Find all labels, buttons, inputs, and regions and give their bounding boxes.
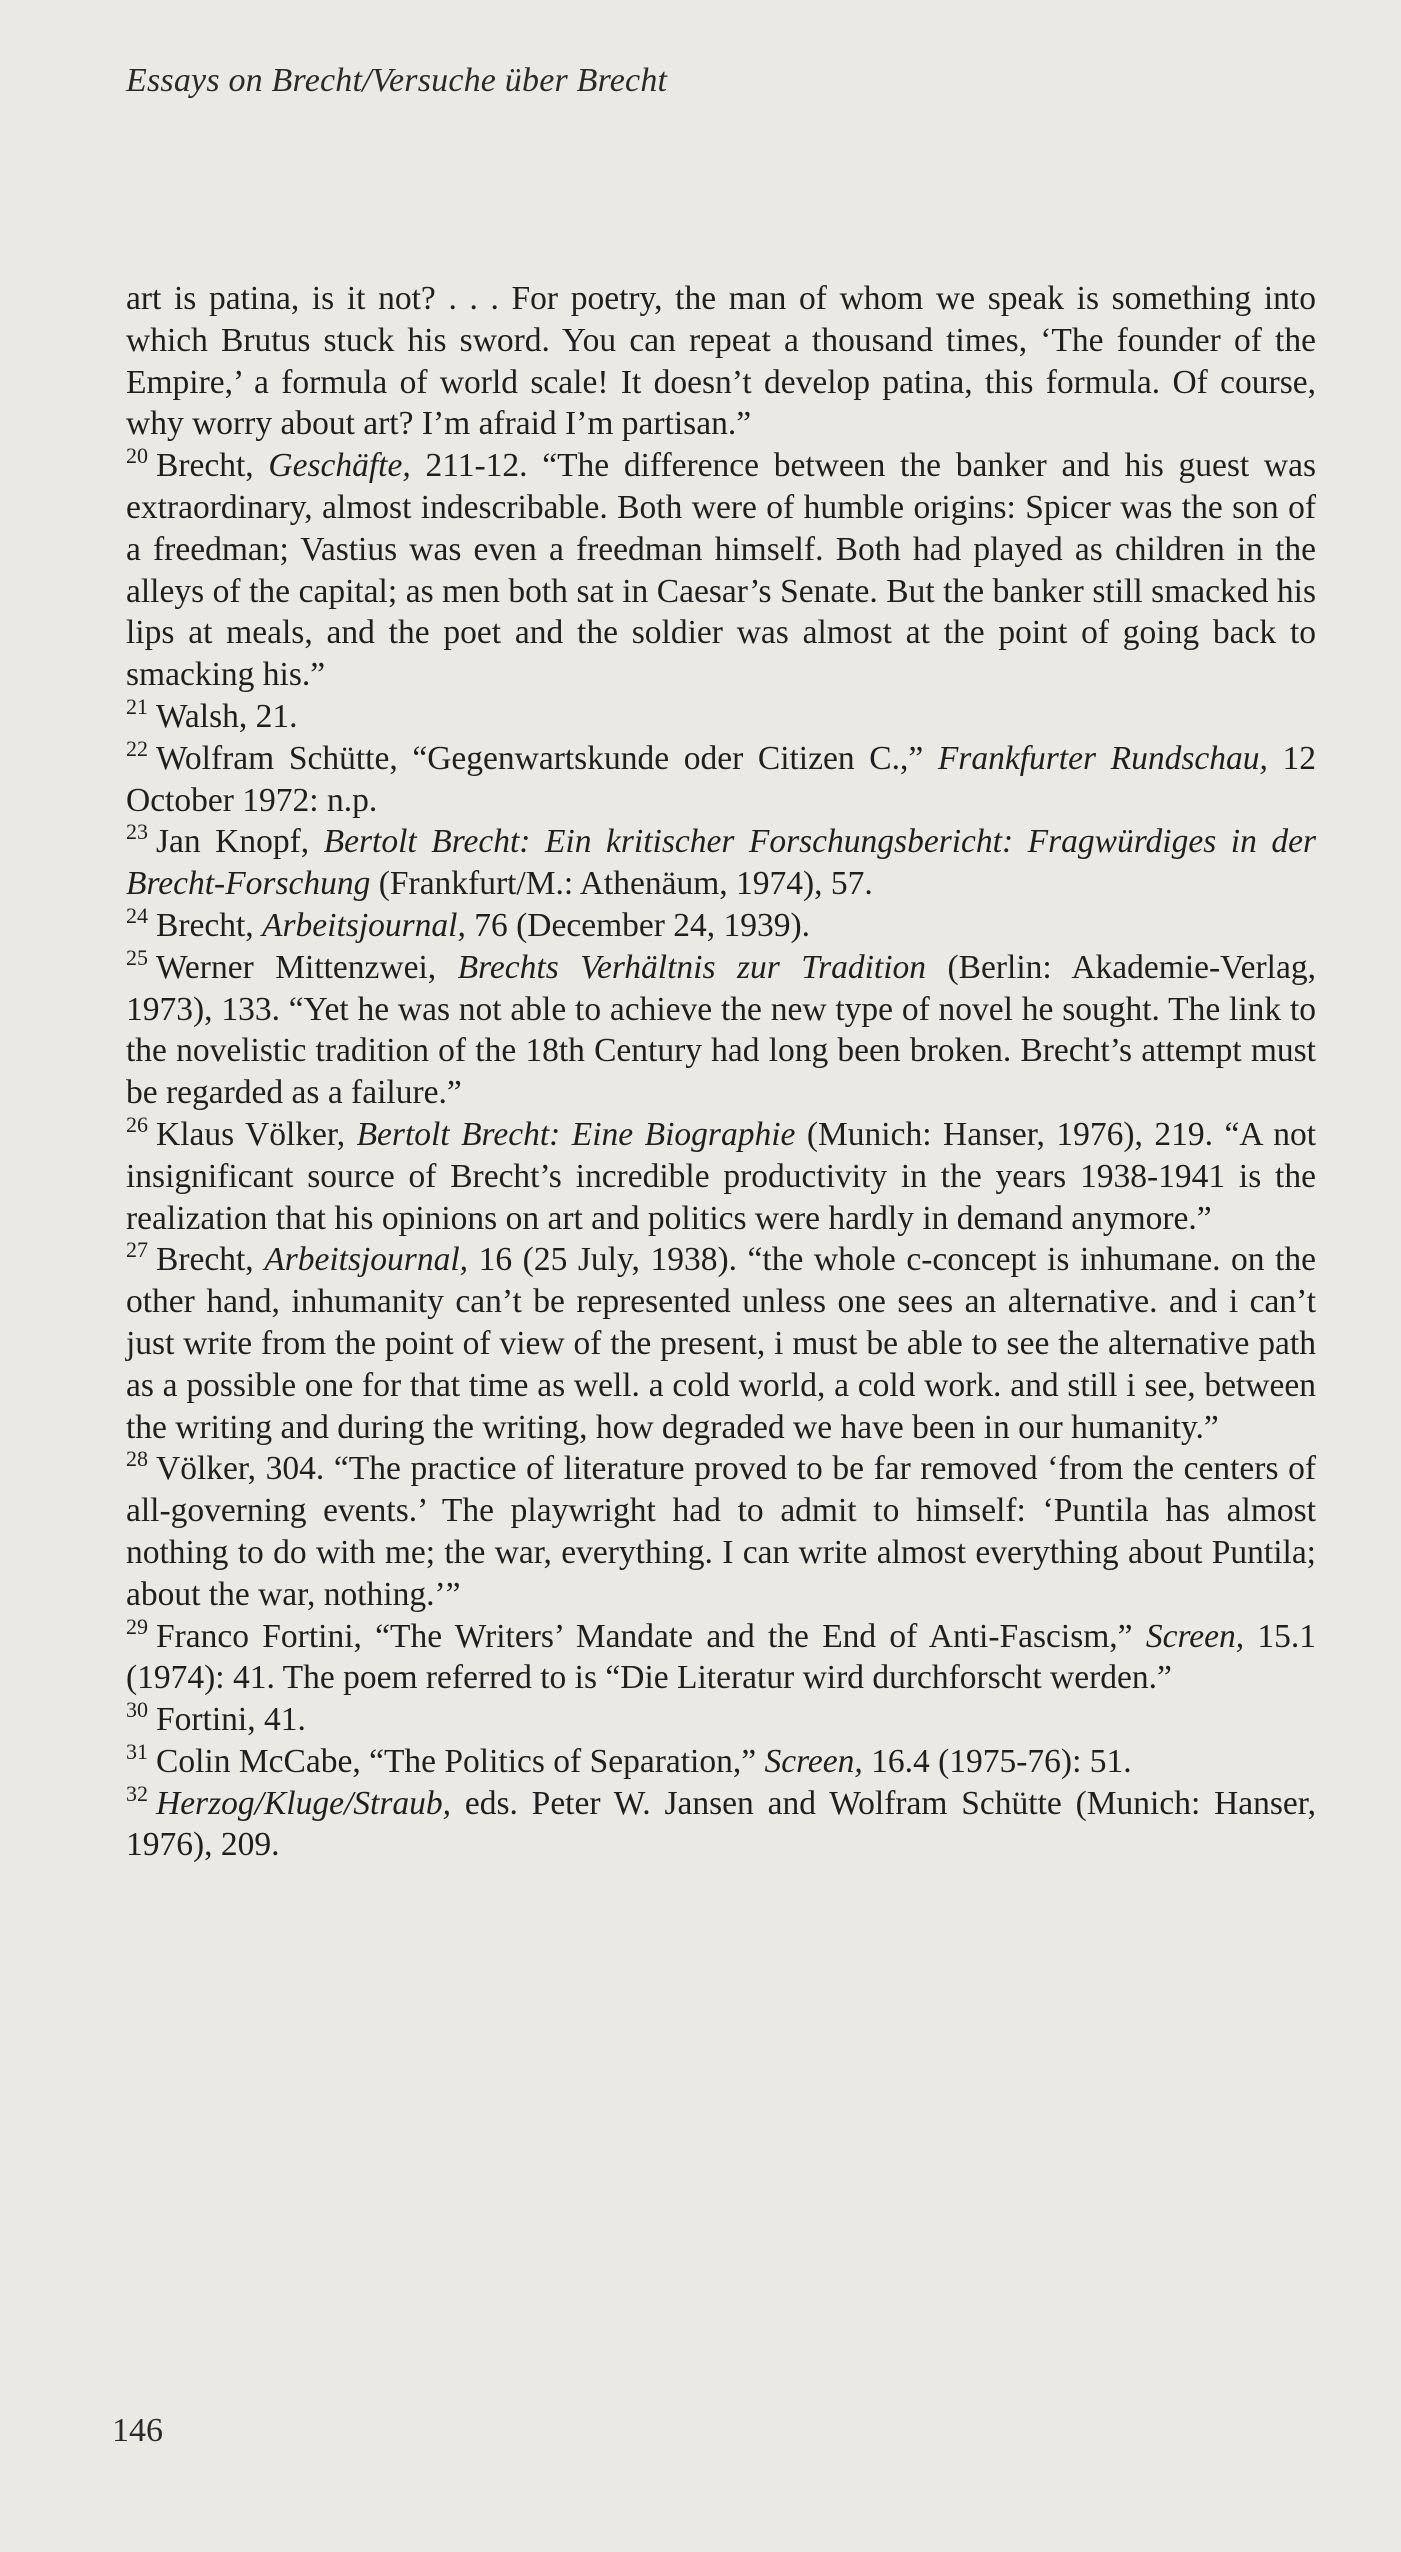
note-continuation: art is patina, is it not? . . . For poetry, the man of whom we speak is something into which Brutus stuck his sword. You can repeat a thousand times, ‘The founder of the Empire,’ a formula of world scale! It doesn’t develop patina, this formula. Of course, why worry about art? I’m afraid I’m partisan.” [126,280,1316,443]
footnote-title: Arbeitsjournal, [264,1241,469,1279]
footnote-25 [126,944,1316,1114]
footnote-text: Brecht, [156,447,269,485]
footnote-title: Arbeitsjournal, [262,906,466,944]
footnote-number: 29 [126,1613,148,1639]
footnote-title: Screen, [764,1742,863,1780]
footnote-number: 23 [126,819,148,845]
footnote-title: Bertolt Brecht: Eine Biographie [356,1115,796,1153]
footnote-text: Brecht, [156,1241,265,1279]
footnote-number: 30 [126,1697,148,1723]
footnote-title: Geschäfte, [268,447,411,485]
footnote-text: 12 October 1972: n.p. [126,739,1317,819]
footnote-number: 22 [126,735,148,761]
footnote-text: Wolfram Schütte, “Gegenwartskunde oder Citizen C.,” [156,739,938,777]
footnote-27 [126,1239,1316,1448]
footnote-number: 32 [126,1780,148,1806]
footnote-text: Völker, 304. “The practice of literature proved to be far removed ‘from the centers of all-governing events.’ The playwright had to admit to himself: ‘Puntila has almost nothing to do with me; the war, everything. I can write almost everything about Puntila; about the war, nothing.’” [126,1450,1316,1613]
footnote-number: 24 [126,902,148,928]
footnote-title: Brechts Verhältnis zur Tradition [457,948,927,986]
footnote-title: Frankfurter Rundschau, [937,739,1268,777]
footnote-text: Brecht, [156,906,263,944]
footnote-text: Franco Fortini, “The Writers’ Mandate and the End of Anti-Fascism,” [156,1617,1146,1655]
footnote-text: eds. Peter W. Jansen and Wolfram Schütte (Munich: Hanser, 1976), 209. [126,1784,1316,1864]
footnote-text: (Berlin: Akademie-Verlag, 1973), 133. “Yet he was not able to achieve the new type of novel he sought. The link to the novelistic tradition of the 18th Century had long been broken. Brecht’s attempt must be regarded as a failure.” [126,948,1316,1112]
footnote-21 [126,693,1316,738]
footnote-number: 27 [126,1237,148,1263]
footnote-number: 25 [126,944,148,970]
footnote-32 [126,1780,1316,1867]
footnote-title: Screen, [1145,1617,1245,1655]
footnote-text: 15.1 (1974): 41. The poem referred to is “Die Literatur wird durchforscht werden.” [126,1617,1317,1697]
footnote-text: Fortini, 41. [156,1701,306,1739]
footnote-number: 20 [126,443,148,469]
footnote-24 [126,902,1316,947]
footnote-30 [126,1699,1316,1741]
footnote-text: 76 (December 24, 1939). [465,906,811,944]
footnote-28 [126,1448,1316,1615]
footnote-number: 26 [126,1111,148,1137]
footnote-20 [126,445,1316,696]
footnote-number: 28 [126,1446,148,1472]
page-number: 146 [112,2412,163,2449]
footnote-text: 16.4 (1975-76): 51. [862,1742,1132,1780]
footnote-26 [126,1111,1317,1239]
footnote-text: (Munich: Hanser, 1976), 219. “A not insignificant source of Brecht’s incredible productivity in the years 1938-1941 is the realization that his opinions on art and politics were hardly in demand anymore.” [126,1115,1317,1237]
footnote-number: 31 [126,1738,148,1764]
footnote-text: Jan Knopf, [156,823,324,861]
footnote-text: Werner Mittenzwei, [156,948,458,986]
footnote-text: Klaus Völker, [156,1115,357,1153]
footnote-text: (Frankfurt/M.: Athenäum, 1974), 57. [370,865,873,903]
footnote-title: Bertolt Brecht: Ein kritischer Forschungsbericht: Fragwürdiges in der Brecht-Forschung [126,823,1316,903]
footnote-31 [126,1738,1316,1783]
footnote-number: 21 [126,693,148,719]
footnote-23 [126,821,1316,905]
footnote-text: Colin McCabe, “The Politics of Separation,” [156,1742,765,1780]
footnote-text: Walsh, 21. [156,697,298,735]
footnote-text: 16 (25 July, 1938). “the whole c-concept is inhumane. on the other hand, inhumanity can’t be represented unless one sees an alternative. and i can’t just write from the point of view of the present, i must be able to see the alternative path as a possible one for that time as well. a cold world, a cold work. and still i see, between the writing and during the writing, how degraded we have been in our humanity.” [126,1241,1316,1446]
notes-section [126,278,1316,1866]
footnote-title: Herzog/Kluge/Straub, [156,1784,451,1822]
footnote-22 [126,735,1317,822]
footnote-text: 211-12. “The difference between the banker and his guest was extraordinary, almost indescribable. Both were of humble origins: Spicer was the son of a freedman; Vastius was even a freedman himself. Both had played as children in the alleys of the capital; as men both sat in Caesar’s Senate. But the banker still smacked his lips at meals, and the poet and the soldier was almost at the point of going back to smacking his.” [126,447,1316,694]
footnote-29 [126,1613,1317,1700]
running-head: Essays on Brecht/Versuche über Brecht [126,62,668,99]
